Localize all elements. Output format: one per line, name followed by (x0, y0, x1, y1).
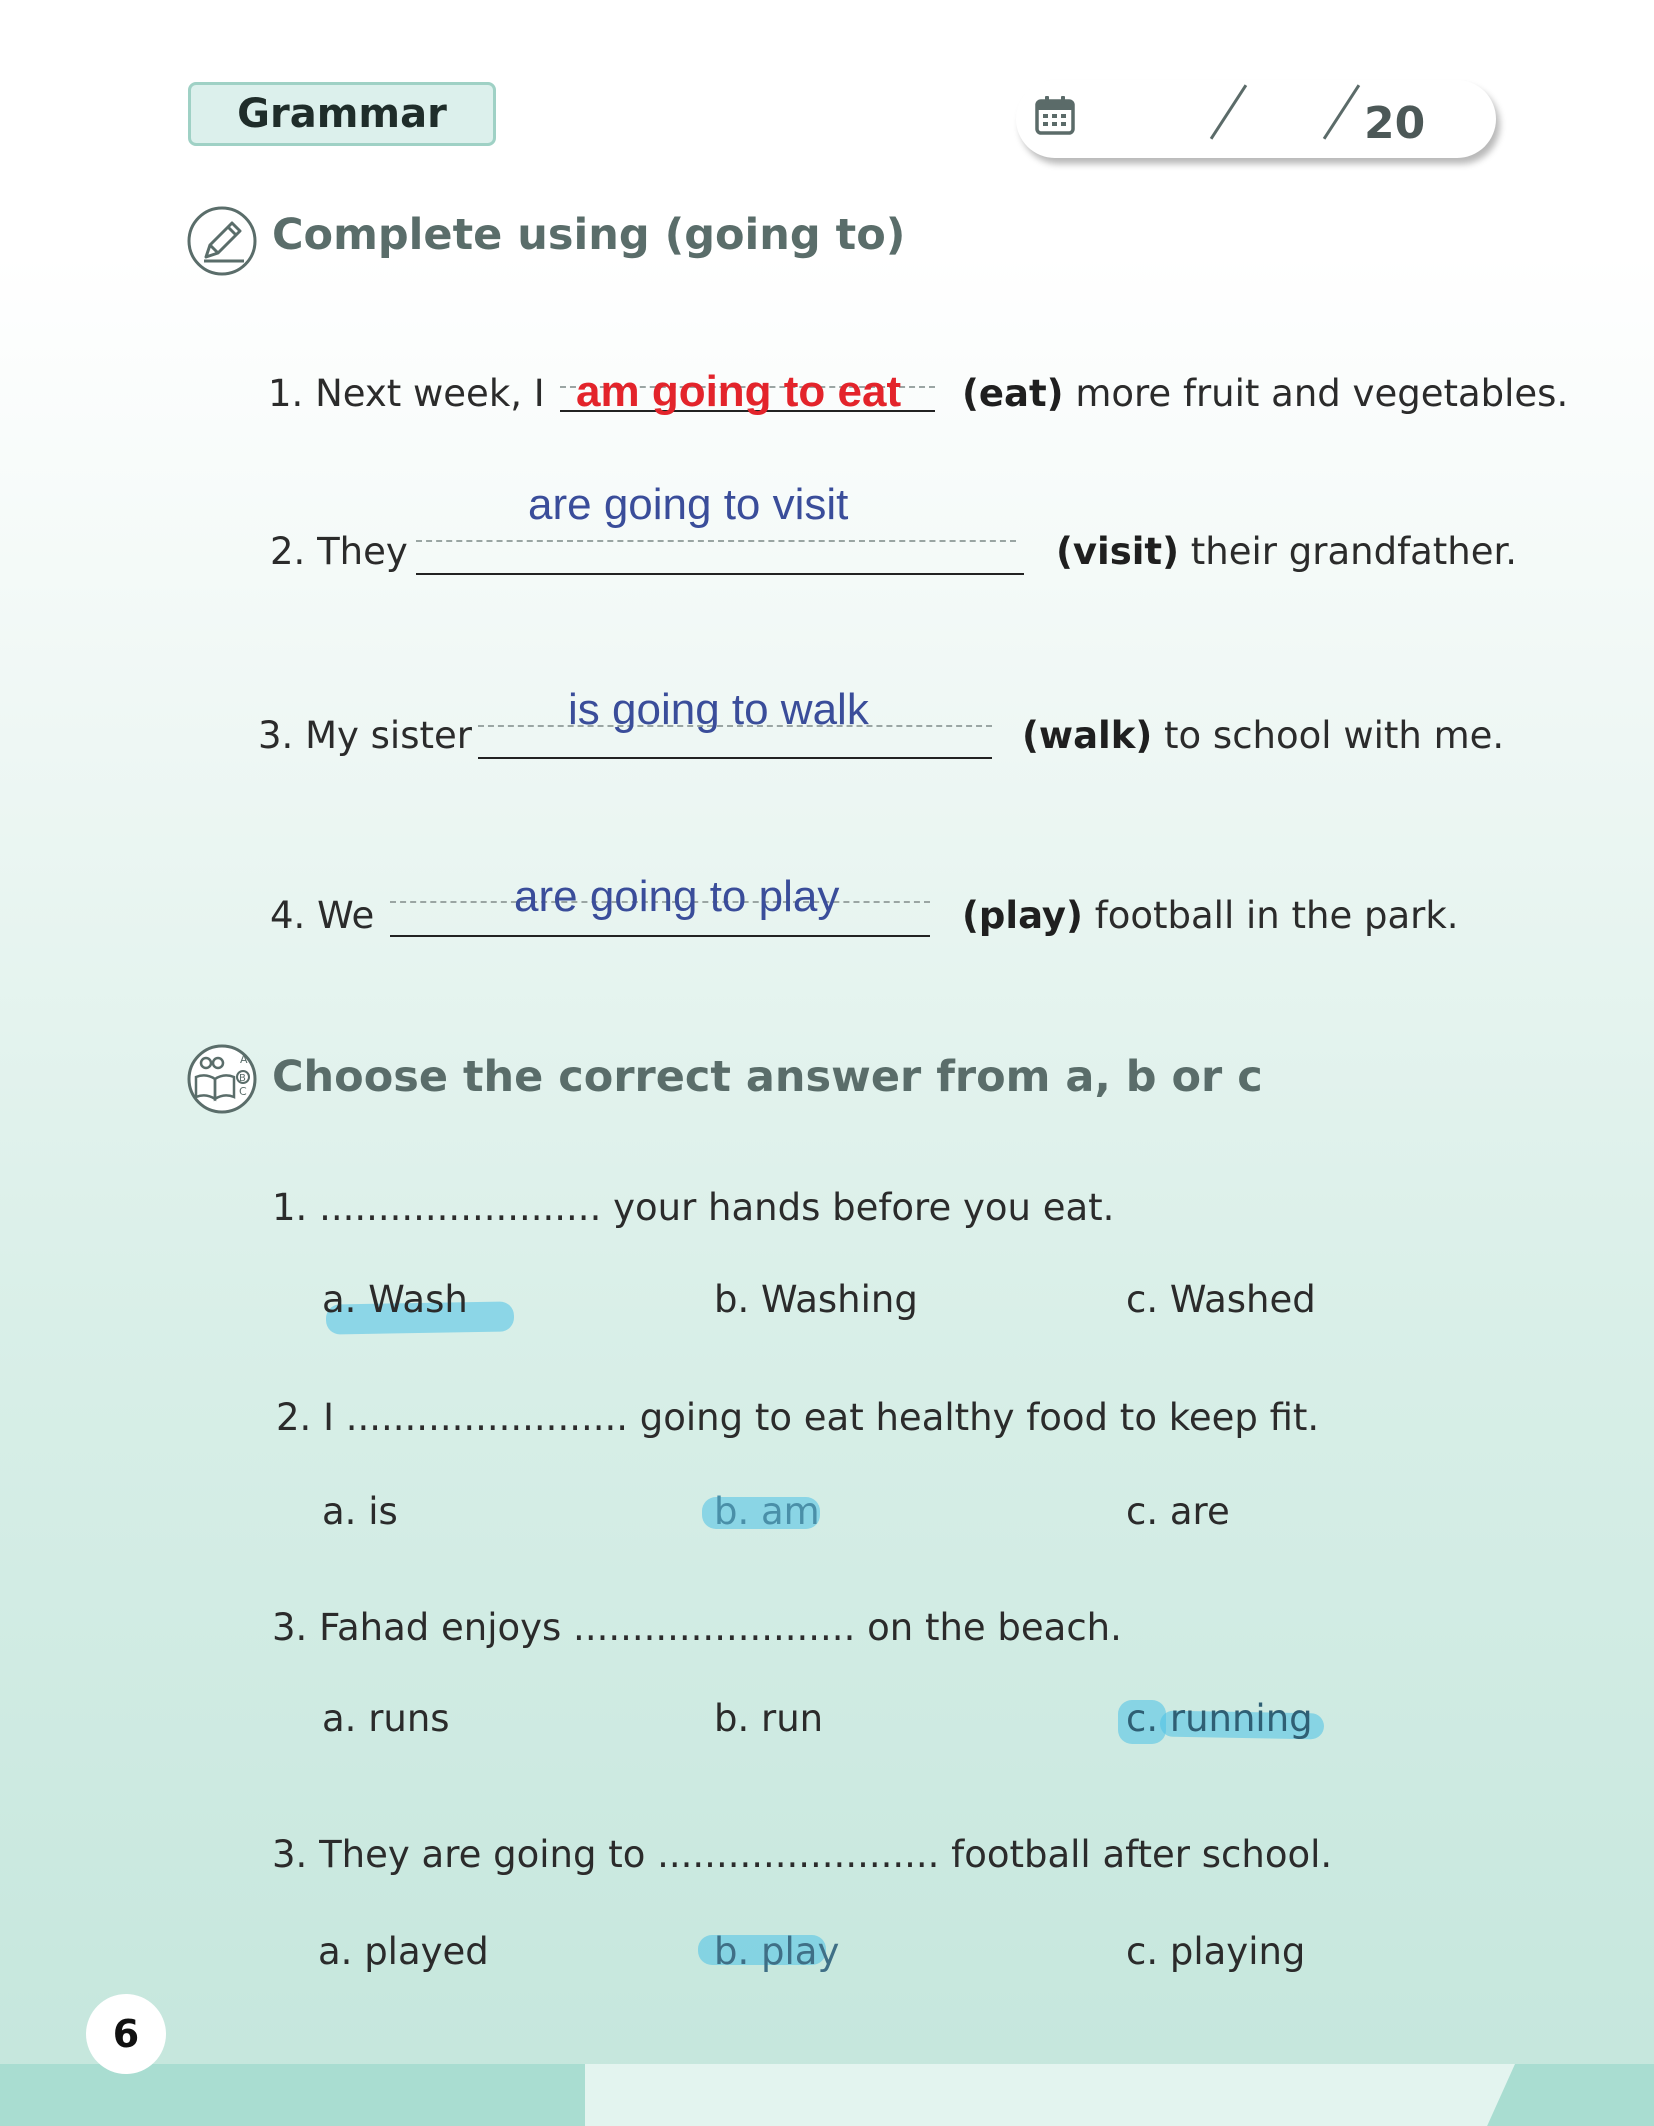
calendar-icon (1034, 94, 1076, 136)
option-2b[interactable]: b. am (714, 1490, 820, 1533)
mcq-question-4: 3. They are going to ........................ football after school. (272, 1833, 1333, 1876)
fill-item-4: 4. We (270, 894, 375, 937)
option-4c[interactable]: c. playing (1126, 1930, 1306, 1973)
section-title-choose: Choose the correct answer from a, b or c (272, 1052, 1263, 1102)
fill-item-3-rest: (walk) to school with me. (1022, 714, 1505, 757)
section-label: Grammar (188, 82, 496, 146)
option-1c[interactable]: c. Washed (1126, 1278, 1316, 1321)
option-1a[interactable]: a. Wash (322, 1278, 468, 1321)
answer-2[interactable]: are going to visit (528, 480, 849, 529)
pencil-icon (186, 205, 258, 277)
option-2c[interactable]: c. are (1126, 1490, 1230, 1533)
fill-item-1: 1. Next week, I (268, 372, 545, 415)
option-4b[interactable]: b. play (714, 1930, 840, 1973)
answer-4[interactable]: are going to play (514, 872, 840, 921)
svg-text:C: C (239, 1085, 247, 1098)
fill-item-4-rest: (play) football in the park. (962, 894, 1459, 937)
option-3c[interactable]: c. running (1126, 1697, 1313, 1740)
section-title-complete: Complete using (going to) (272, 210, 906, 260)
answer-line (478, 757, 992, 759)
svg-text:A: A (240, 1053, 248, 1066)
answer-3[interactable]: is going to walk (568, 685, 869, 734)
score-total: 20 (1364, 98, 1426, 149)
fill-item-2-rest: (visit) their grandfather. (1056, 530, 1518, 573)
footer-panel (585, 2064, 1515, 2126)
option-3a[interactable]: a. runs (322, 1697, 450, 1740)
option-4a[interactable]: a. played (318, 1930, 489, 1973)
option-3b[interactable]: b. run (714, 1697, 824, 1740)
fill-item-1-rest: (eat) more fruit and vegetables. (962, 372, 1569, 415)
answer-1[interactable]: am going to eat (576, 367, 902, 416)
abc-book-icon (186, 1043, 258, 1115)
option-2a[interactable]: a. is (322, 1490, 398, 1533)
mcq-question-1: 1. ........................ your hands before you eat. (272, 1186, 1115, 1229)
mcq-question-2: 2. I ........................ going to eat healthy food to keep fit. (276, 1396, 1320, 1439)
answer-line (416, 573, 1024, 575)
mcq-question-3: 3. Fahad enjoys ........................ on the beach. (272, 1606, 1122, 1649)
page-number: 6 (86, 1994, 166, 2074)
answer-guide-dash (416, 540, 1016, 542)
fill-item-2: 2. They (270, 530, 408, 573)
svg-text:B: B (239, 1073, 246, 1084)
option-1b[interactable]: b. Washing (714, 1278, 918, 1321)
answer-line (390, 935, 930, 937)
fill-item-3: 3. My sister (258, 714, 472, 757)
